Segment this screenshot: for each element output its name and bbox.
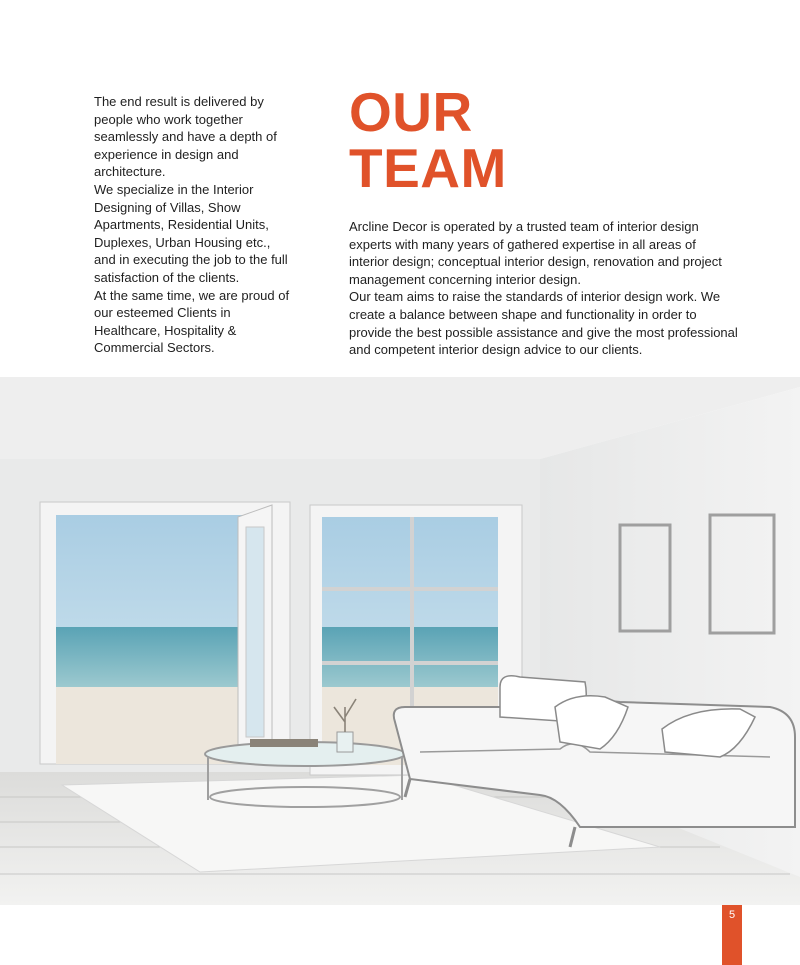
team-paragraph-1: Arcline Decor is operated by a trusted team of interior design experts with many years of gathered expertise in all areas of interior design; conceptual interior design, renovation and project management concerning interior design. bbox=[349, 219, 722, 287]
title-line-2: TEAM bbox=[349, 137, 507, 199]
intro-paragraph-1: The end result is delivered by people who work together seamlessly and have a depth of experience in design and architecture. bbox=[94, 94, 277, 180]
team-text-column bbox=[349, 218, 739, 359]
team-paragraph-2: Our team aims to raise the standards of interior design work. We create a balance between shape and functionality in order to provide the best possible assistance and give the most professional and competent interior design advice to our clients. bbox=[349, 289, 738, 358]
title-line-1: OUR bbox=[349, 81, 473, 143]
intro-text-column bbox=[94, 93, 294, 357]
living-room-photo bbox=[0, 377, 800, 905]
page-title bbox=[349, 81, 507, 199]
page-number: 5 bbox=[728, 909, 736, 921]
intro-paragraph-3: At the same time, we are proud of our esteemed Clients in Healthcare, Hospitality & Commercial Sectors. bbox=[94, 287, 290, 356]
page-number-tab bbox=[722, 905, 742, 965]
intro-paragraph-2: We specialize in the Interior Designing of Villas, Show Apartments, Residential Units, Duplexes, Urban Housing etc., and in executing the job to the full satisfaction of the clients. bbox=[94, 181, 288, 285]
